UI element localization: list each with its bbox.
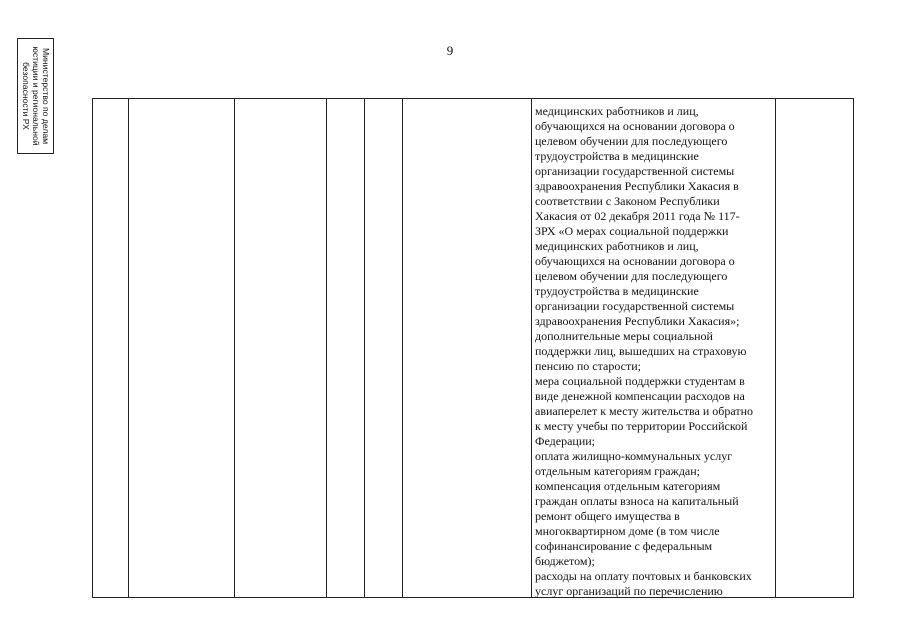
cell-text-line: услуг организаций по перечислению — [535, 584, 723, 598]
cell-text-line: отдельным категориям граждан; — [535, 464, 701, 478]
column-divider — [326, 99, 327, 597]
column-divider — [234, 99, 235, 597]
cell-text-line: многоквартирном доме (в том числе — [535, 524, 720, 538]
cell-text-line: организации государственной системы — [535, 299, 735, 313]
cell-text-line: здравоохранения Республики Хакасия»; — [535, 314, 740, 328]
cell-text-line: медицинских работников и лиц, — [535, 104, 699, 118]
cell-text-line: трудоустройства в медицинские — [535, 149, 699, 163]
cell-text-line: софинансирование с федеральным — [535, 539, 713, 553]
cell-text-line: организации государственной системы — [535, 164, 735, 178]
cell-text-line: к месту учебы по территории Российской — [535, 419, 748, 433]
cell-text-line: расходы на оплату почтовых и банковских — [535, 569, 752, 583]
registration-stamp — [17, 38, 54, 154]
cell-text-line: ремонт общего имущества в — [535, 509, 680, 523]
page-number: 9 — [446, 43, 454, 58]
cell-text-line: авиаперелет к месту жительства и обратно — [535, 404, 754, 418]
cell-text-line: трудоустройства в медицинские — [535, 284, 699, 298]
cell-text-line: поддержки лиц, вышедших на страховую — [535, 344, 747, 358]
column-divider — [775, 99, 776, 597]
cell-text-line: целевом обучении для последующего — [535, 134, 728, 148]
stamp-line: юстиции и региональной — [30, 46, 41, 146]
cell-text-line: здравоохранения Республики Хакасия в — [535, 179, 739, 193]
column-divider — [128, 99, 129, 597]
cell-text-line: Федерации; — [535, 434, 596, 448]
stamp-line: безопасности РХ — [20, 62, 31, 130]
cell-text-line: пенсию по старости; — [535, 359, 641, 373]
document-table — [92, 98, 854, 598]
stamp-text — [21, 40, 51, 152]
column-divider — [402, 99, 403, 597]
cell-text-line: мера социальной поддержки студентам в — [535, 374, 745, 388]
cell-text-line: бюджетом); — [535, 554, 595, 568]
cell-text-line: соответствии с Законом Республики — [535, 194, 720, 208]
table-cell-text — [535, 104, 775, 599]
cell-text-line: Хакасия от 02 декабря 2011 года № 117- — [535, 209, 740, 223]
cell-text-line: дополнительные меры социальной — [535, 329, 713, 343]
cell-text-line: ЗРХ «О мерах социальной поддержки — [535, 224, 729, 238]
cell-text-line: обучающихся на основании договора о — [535, 254, 735, 268]
cell-text-line: виде денежной компенсации расходов на — [535, 389, 745, 403]
cell-text-line: целевом обучении для последующего — [535, 269, 728, 283]
cell-text-line: обучающихся на основании договора о — [535, 119, 735, 133]
cell-text-line: медицинских работников и лиц, — [535, 239, 699, 253]
column-divider — [531, 99, 532, 597]
cell-text-line: оплата жилищно-коммунальных услуг — [535, 449, 733, 463]
cell-text-line: компенсация отдельным категориям — [535, 479, 721, 493]
stamp-line: Министерство по делам — [40, 47, 51, 145]
cell-text-line: граждан оплаты взноса на капитальный — [535, 494, 739, 508]
column-divider — [364, 99, 365, 597]
